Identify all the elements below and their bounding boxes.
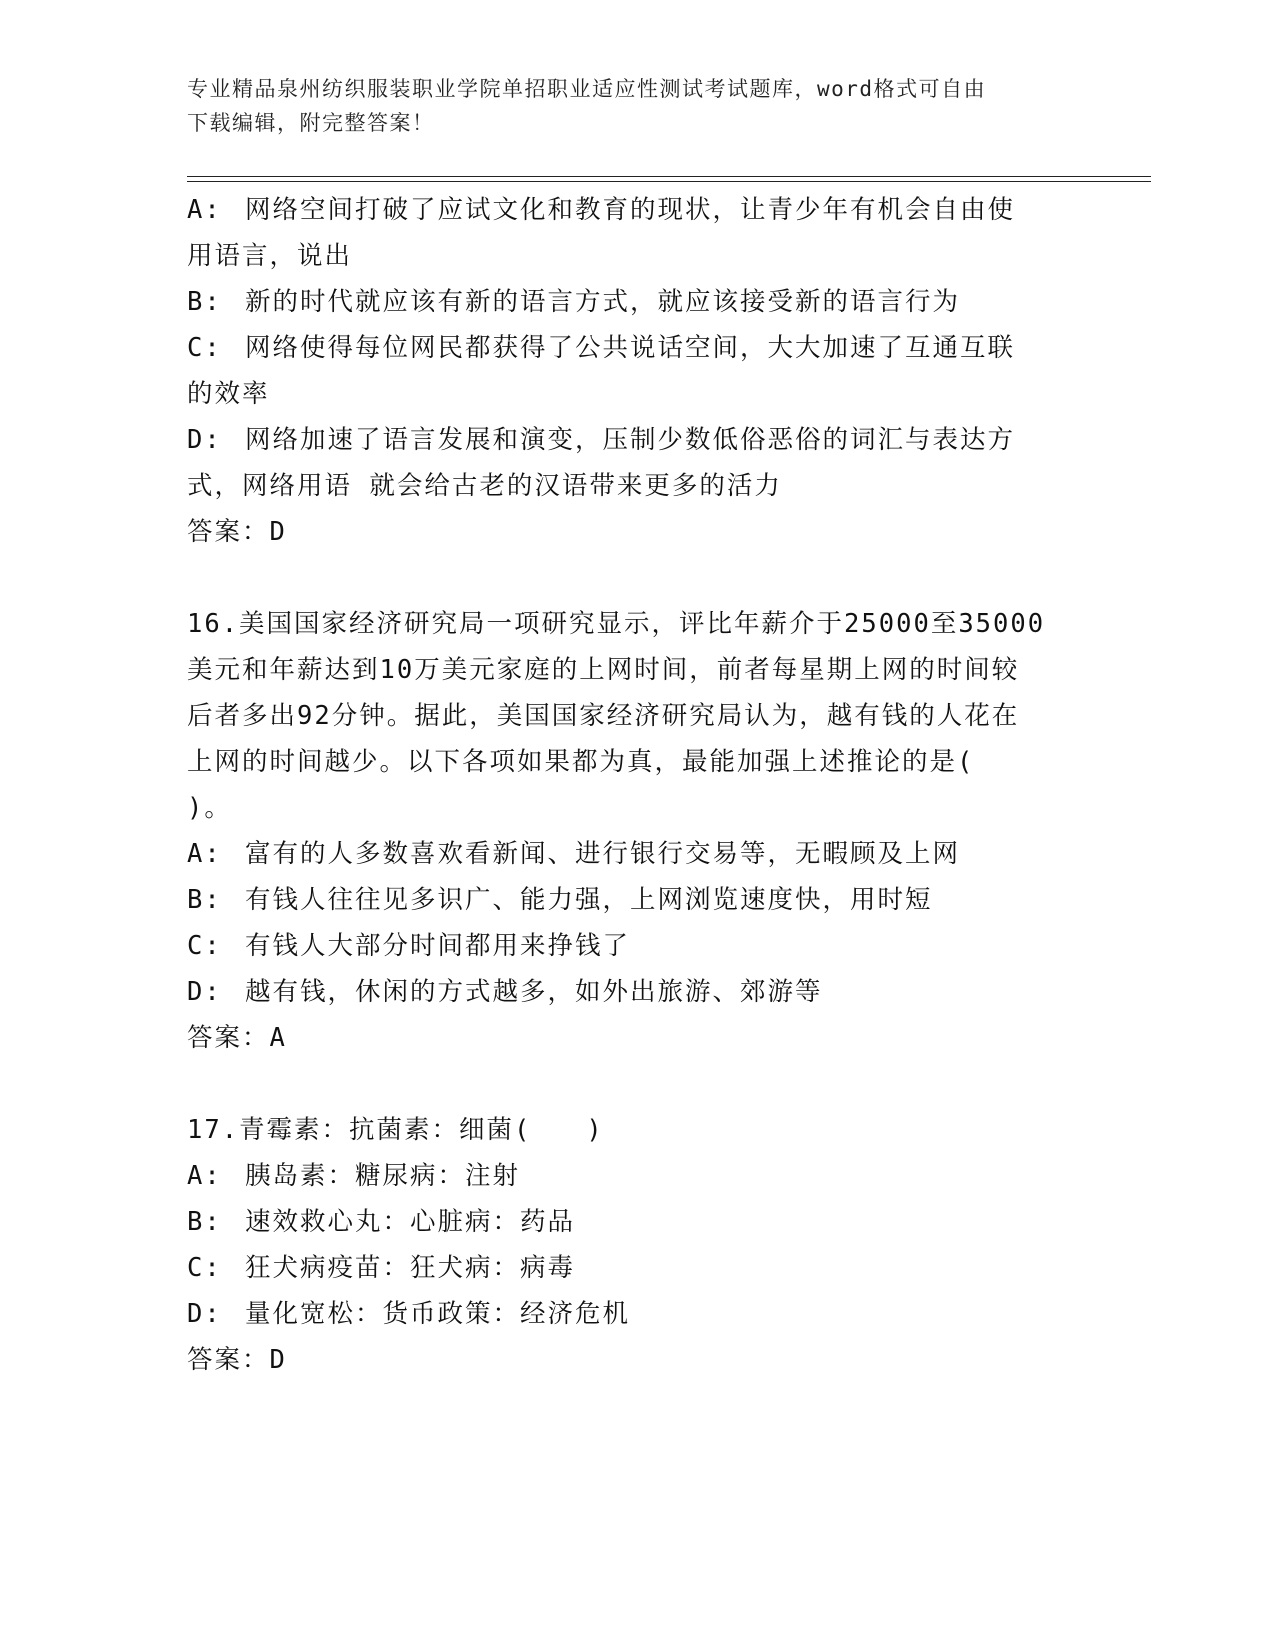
option-letter: B: (187, 1207, 222, 1237)
q17-option-c (187, 1245, 1087, 1291)
q16-option-a (187, 831, 1087, 877)
stem-line: 16.美国国家经济研究局一项研究显示，评比年薪介于25000至35000 (187, 609, 1046, 639)
option-text-cont: 的效率 (187, 379, 270, 409)
q16-answer: 答案：A (187, 1023, 287, 1053)
q15-answer: 答案：D (187, 517, 287, 547)
option-letter: C: (187, 333, 222, 363)
q16-option-c (187, 923, 1087, 969)
option-text: 网络加速了语言发展和演变，压制少数低俗恶俗的词汇与表达方 (245, 425, 1016, 455)
stem-line: 上网的时间越少。以下各项如果都为真，最能加强上述推论的是( (187, 747, 975, 777)
option-letter: C: (187, 1253, 222, 1283)
option-letter: D: (187, 1299, 222, 1329)
option-letter: C: (187, 931, 222, 961)
question-content (187, 187, 1087, 1383)
q17-stem: 17.青霉素：抗菌素：细菌( ) (187, 1115, 604, 1145)
option-letter: A: (187, 195, 222, 225)
q15-option-c (187, 325, 1087, 417)
q15-option-b (187, 279, 1087, 325)
option-text: 速效救心丸：心脏病：药品 (245, 1207, 576, 1237)
q15-option-d (187, 417, 1087, 509)
stem-line: 美元和年薪达到10万美元家庭的上网时间，前者每星期上网的时间较 (187, 655, 1020, 685)
option-text: 网络使得每位网民都获得了公共说话空间，大大加速了互通互联 (245, 333, 1016, 363)
option-text: 新的时代就应该有新的语言方式，就应该接受新的语言行为 (245, 287, 961, 317)
q17-option-a (187, 1153, 1087, 1199)
option-text: 胰岛素：糖尿病：注射 (245, 1161, 521, 1191)
option-text: 有钱人往往见多识广、能力强，上网浏览速度快，用时短 (245, 885, 933, 915)
q16-option-d (187, 969, 1087, 1015)
option-letter: D: (187, 425, 222, 455)
q16-option-b (187, 877, 1087, 923)
header-line-1: 专业精品泉州纺织服装职业学院单招职业适应性测试考试题库，word格式可自由 (187, 77, 987, 101)
option-text: 越有钱，休闲的方式越多，如外出旅游、郊游等 (245, 977, 823, 1007)
stem-line: 后者多出92分钟。据此，美国国家经济研究局认为，越有钱的人花在 (187, 701, 1020, 731)
option-letter: A: (187, 839, 222, 869)
q17-answer: 答案：D (187, 1345, 287, 1375)
header-divider-top (187, 176, 1151, 177)
option-letter: D: (187, 977, 222, 1007)
option-text: 狂犬病疫苗：狂犬病：病毒 (245, 1253, 576, 1283)
option-text: 有钱人大部分时间都用来挣钱了 (245, 931, 631, 961)
option-letter: A: (187, 1161, 222, 1191)
header-line-2: 下载编辑，附完整答案！ (187, 111, 435, 135)
option-text: 网络空间打破了应试文化和教育的现状，让青少年有机会自由使 (245, 195, 1016, 225)
q17-option-b (187, 1199, 1087, 1245)
option-text: 富有的人多数喜欢看新闻、进行银行交易等，无暇顾及上网 (245, 839, 961, 869)
option-text: 量化宽松：货币政策：经济危机 (245, 1299, 631, 1329)
document-header (187, 72, 1067, 140)
option-text-cont: 用语言，说出 (187, 241, 353, 271)
q17-option-d (187, 1291, 1087, 1337)
header-divider-bottom (187, 181, 1151, 182)
stem-line: )。 (187, 793, 232, 823)
option-text-cont: 式，网络用语 就会给古老的汉语带来更多的活力 (187, 471, 782, 501)
option-letter: B: (187, 885, 222, 915)
q16-stem (187, 601, 1087, 831)
q15-option-a (187, 187, 1087, 279)
option-letter: B: (187, 287, 222, 317)
